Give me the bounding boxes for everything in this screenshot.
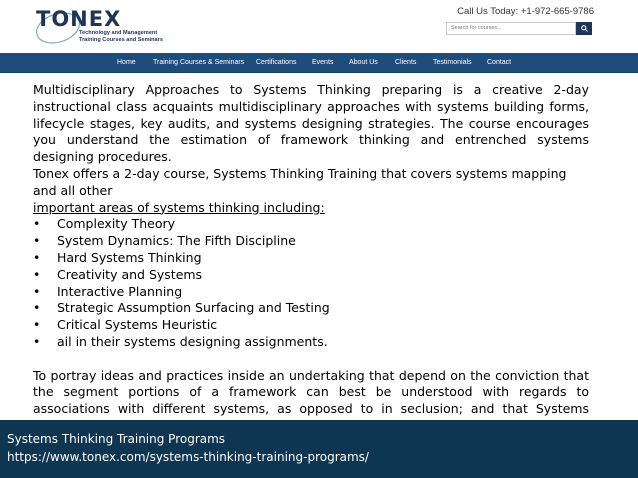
list-item-label: Strategic Assumption Surfacing and Testing xyxy=(57,300,330,316)
list-item-label: ail in their systems designing assignments. xyxy=(57,333,328,349)
list-item-label: System Dynamics: The Fifth Discipline xyxy=(57,233,296,249)
nav-item-about-us[interactable]: About Us xyxy=(349,59,378,66)
main-nav xyxy=(0,53,638,73)
search-input[interactable] xyxy=(446,22,576,35)
offer-line-2: important areas of systems thinking including: xyxy=(33,199,325,215)
list-item-label: Critical Systems Heuristic xyxy=(57,317,218,333)
footer-title: Systems Thinking Training Programs xyxy=(7,432,226,446)
search-bar xyxy=(446,22,592,35)
main-content xyxy=(33,82,589,435)
bullet-dot: • xyxy=(33,283,41,299)
list-item-label: Hard Systems Thinking xyxy=(57,249,202,265)
list-item xyxy=(33,300,589,317)
list-item xyxy=(33,216,589,233)
list-item xyxy=(33,267,589,284)
nav-item-certifications[interactable]: Certifications xyxy=(256,59,297,66)
logo-wordmark: TONEX xyxy=(36,7,122,31)
list-item-label: Complexity Theory xyxy=(57,216,176,232)
nav-item-training-courses[interactable]: Training Courses & Seminars xyxy=(153,59,245,66)
tonex-logo[interactable] xyxy=(34,6,174,48)
search-icon xyxy=(581,25,588,32)
nav-item-testimonials[interactable]: Testimonials xyxy=(433,59,472,66)
list-item xyxy=(33,250,589,267)
bullet-dot: • xyxy=(33,233,41,249)
nav-item-events[interactable]: Events xyxy=(312,59,334,66)
offer-text xyxy=(33,166,589,216)
list-item xyxy=(33,284,589,301)
bullet-dot: • xyxy=(33,333,41,349)
logo-tagline-1: Technology and Management xyxy=(79,30,158,36)
slide-footer xyxy=(0,420,638,478)
search-button[interactable] xyxy=(576,22,592,35)
topic-list xyxy=(33,216,589,350)
bullet-dot: • xyxy=(33,317,41,333)
nav-item-contact[interactable]: Contact xyxy=(487,59,512,66)
bullet-dot: • xyxy=(33,266,41,282)
list-item-label: Creativity and Systems xyxy=(57,266,203,282)
list-item xyxy=(33,317,589,334)
offer-line-1: Tonex offers a 2-day course, Systems Thinking Training that covers systems mapping and all other xyxy=(33,165,567,198)
list-item xyxy=(33,334,589,351)
footer-url[interactable]: https://www.tonex.com/systems-thinking-training-programs/ xyxy=(7,450,369,464)
list-item-label: Interactive Planning xyxy=(57,283,183,299)
nav-item-clients[interactable]: Clients xyxy=(395,59,417,66)
call-us-text: Call Us Today: +1-972-665-9786 xyxy=(457,6,594,17)
bullet-dot: • xyxy=(33,216,41,232)
intro-paragraph: Multidisciplinary Approaches to Systems Thinking preparing is a creative 2-day instructional class acquaints multidisciplinary approaches with systems building forms, lifecycle stages, key audits, and systems designing strategies. The course encourages you understand the estimation of framework thinking and entrenched systems designing procedures. xyxy=(33,82,589,165)
site-header xyxy=(0,0,638,52)
paragraph-spacer xyxy=(33,351,589,368)
bullet-dot: • xyxy=(33,249,41,265)
logo-tagline-2: Training Courses and Seminars xyxy=(79,37,163,43)
nav-item-home[interactable]: Home xyxy=(117,59,136,66)
closing-paragraph: To portray ideas and practices inside an undertaking that depend on the conviction that the segment portions of a framework can best be understood with regards to associations with different systems, as opposed to in seclusion; and that Systems xyxy=(33,367,589,417)
list-item xyxy=(33,233,589,250)
bullet-dot: • xyxy=(33,300,41,316)
